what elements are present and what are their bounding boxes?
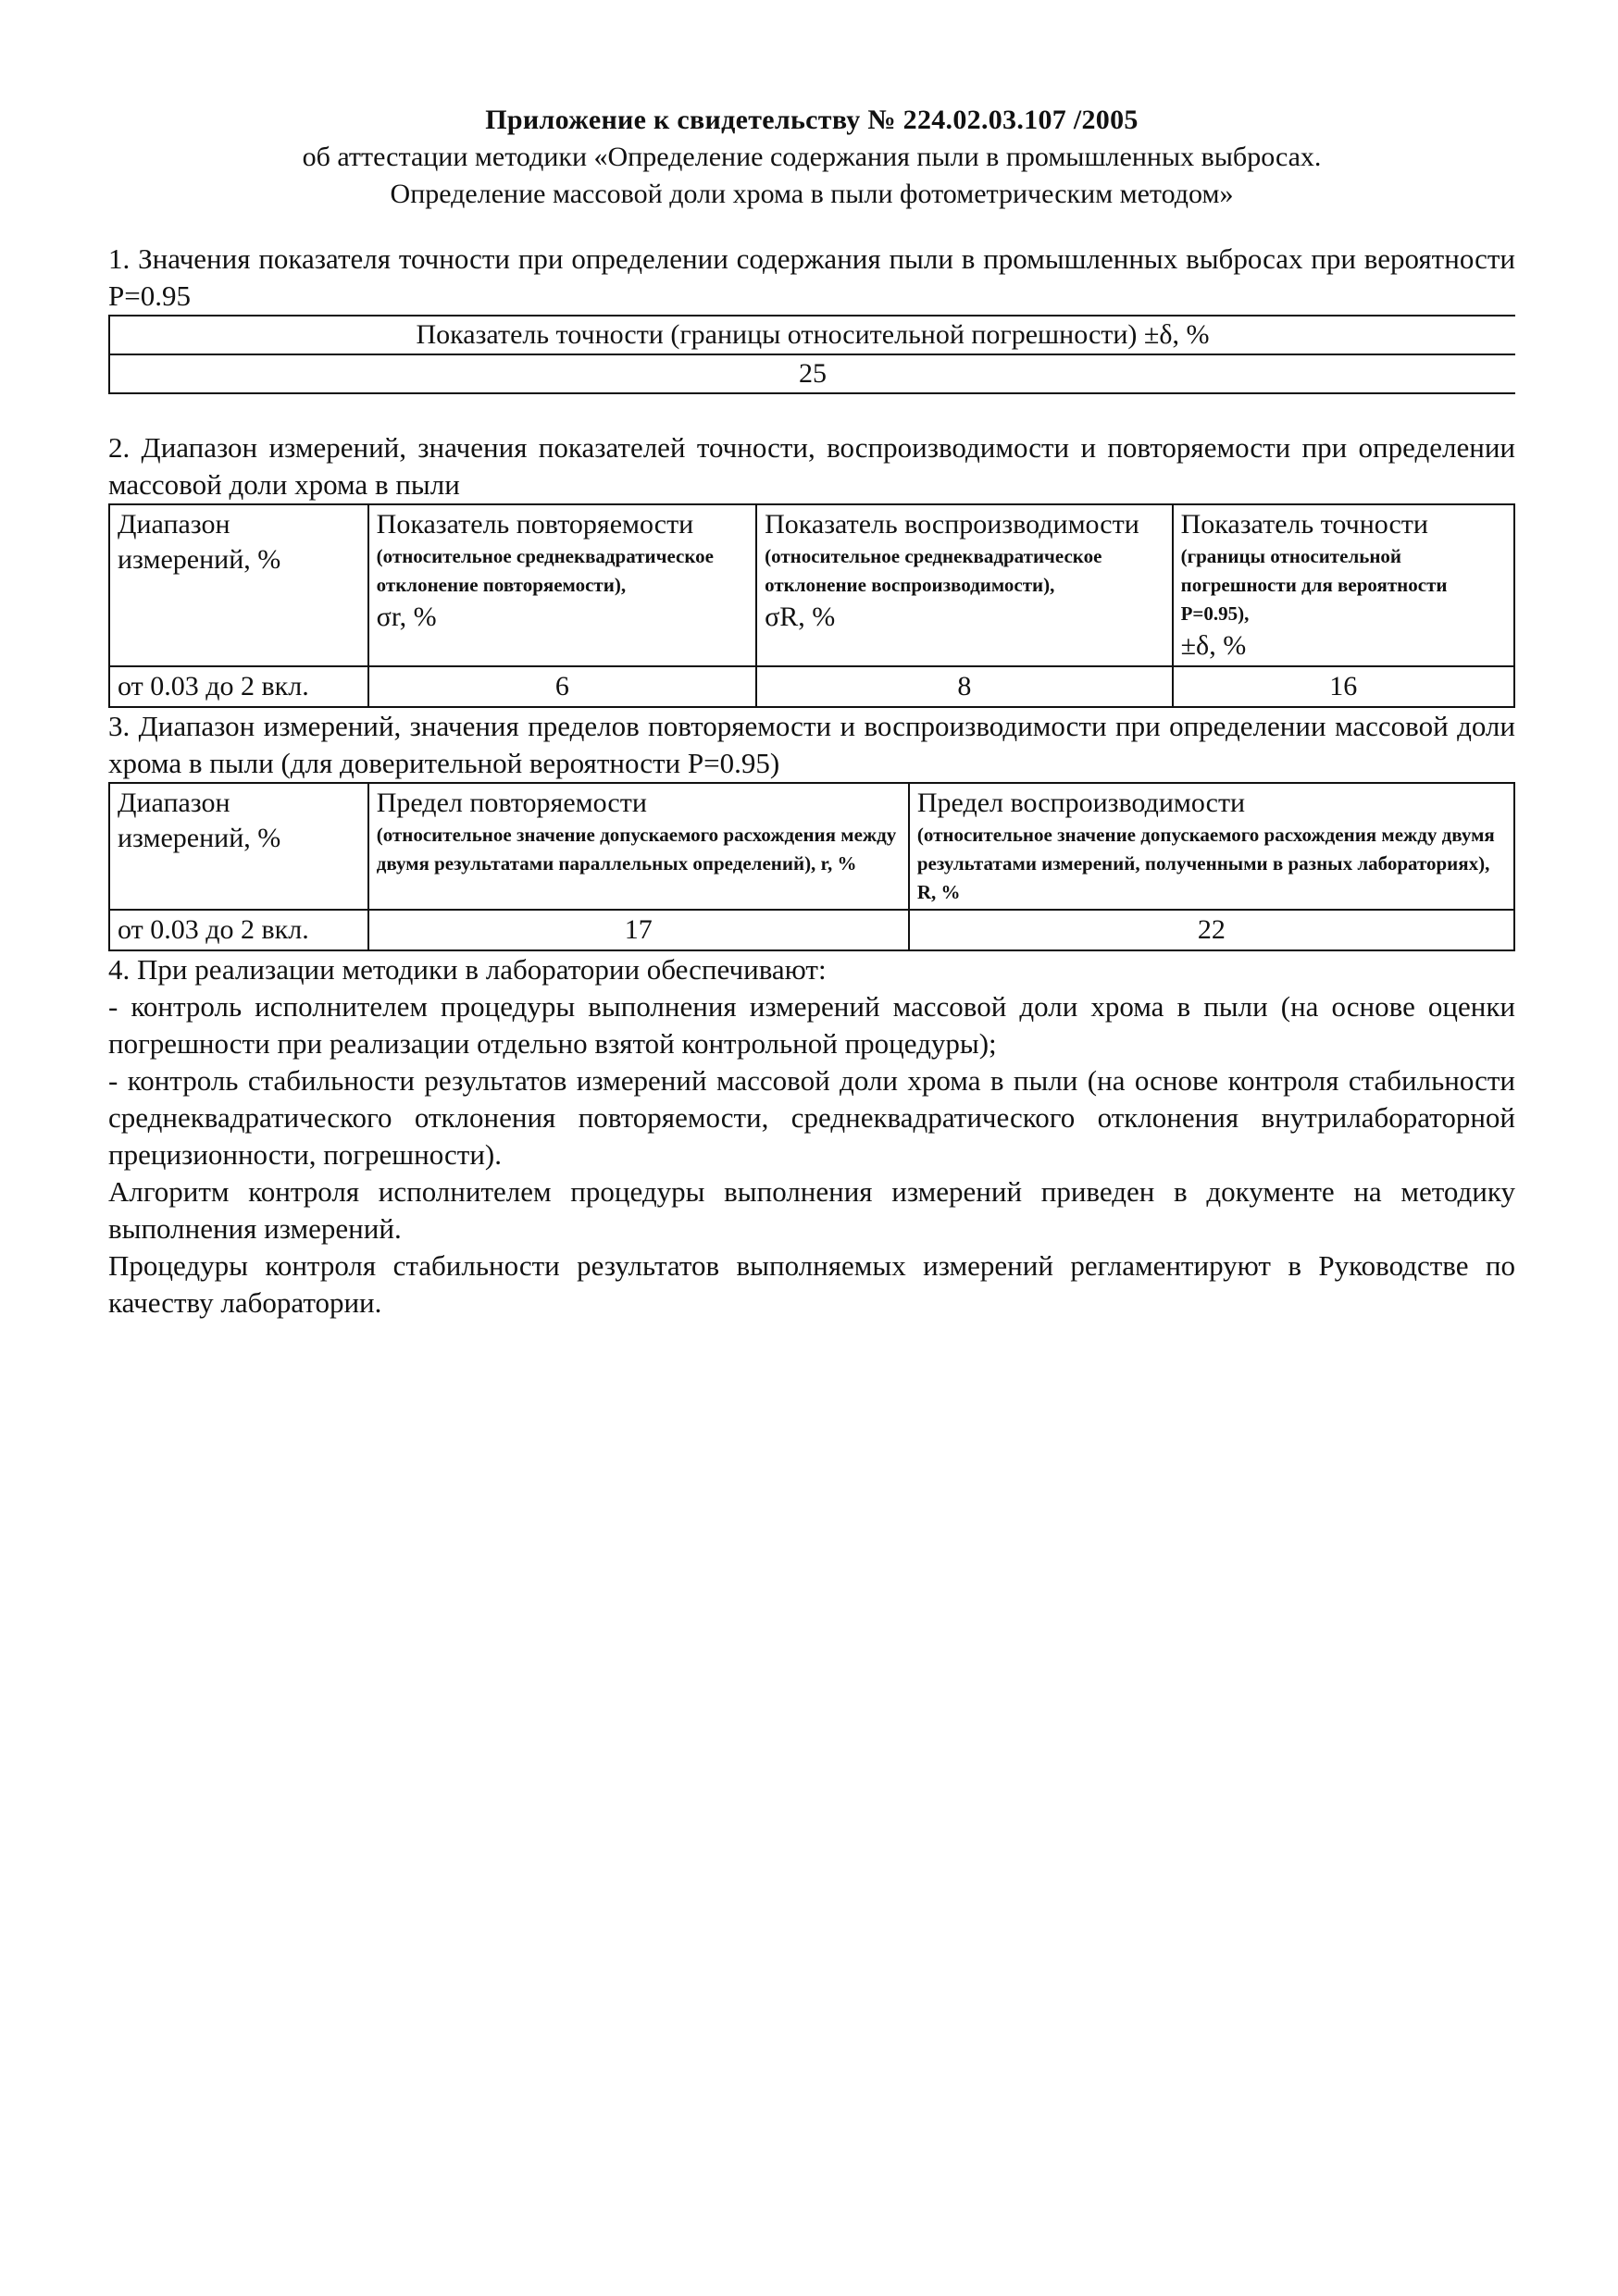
section2-col-range <box>109 504 368 666</box>
document-page <box>108 102 1515 1322</box>
section3-col-reproducibility-limit-title: Предел воспроизводимости <box>916 788 1246 818</box>
section3-col-reproducibility-limit <box>909 783 1514 910</box>
section2-table <box>108 503 1515 708</box>
section4-paragraph-1: Алгоритм контроля исполнителем процедуры выполнения измерений приведен в документе на методику выполнения измерений. <box>108 1175 1515 1245</box>
section3-cell-repeatability-limit: 17 <box>368 910 909 950</box>
section3-col-reproducibility-limit-detail: (относительное значение допускаемого расхождения между двумя результатами измерений, полученными в разных лабораториях), R, % <box>916 824 1495 903</box>
section2-cell-range: от 0.03 до 2 вкл. <box>109 666 368 707</box>
section4-item-1: - контроль исполнителем процедуры выполнения измерений массовой доли хрома в пыли (на основе оценки погрешности при реализации отдельно взятой контрольной процедуры); <box>108 990 1515 1060</box>
section2-col-range-title: Диапазон измерений, % <box>118 509 281 575</box>
section2-col-reproducibility-title: Показатель воспроизводимости <box>765 509 1139 540</box>
section2-header-row <box>109 504 1514 666</box>
section3-cell-reproducibility-limit: 22 <box>909 910 1514 950</box>
section3-data-row <box>109 910 1514 950</box>
section2-col-accuracy-symbol: ±δ, % <box>1180 630 1247 661</box>
section2-cell-accuracy: 16 <box>1173 666 1514 707</box>
section2-col-reproducibility-symbol: σR, % <box>765 602 836 632</box>
section2-col-accuracy-detail: (границы относительной погрешности для вероятности Р=0.95), <box>1180 545 1448 625</box>
section2-text: 2. Диапазон измерений, значения показателей точности, воспроизводимости и повторяемости при определении массовой доли хрома в пыли <box>108 431 1515 501</box>
section1-table-header: Показатель точности (границы относительной погрешности) ±δ, % <box>109 316 1515 354</box>
section1-table-value: 25 <box>109 354 1515 393</box>
section4-heading: 4. При реализации методики в лаборатории обеспечивают: <box>108 953 827 986</box>
section4-item-2: - контроль стабильности результатов измерений массовой доли хрома в пыли (на основе контроля стабильности среднеквадратического отклонения повторяемости, среднеквадратического отклонения внутрилабораторной прецизионности, погрешности). <box>108 1064 1515 1171</box>
section2-col-accuracy <box>1173 504 1514 666</box>
section3-col-range-title: Диапазон измерений, % <box>118 788 281 853</box>
section1-table <box>108 315 1515 394</box>
section3-table <box>108 782 1515 951</box>
section2-cell-reproducibility: 8 <box>756 666 1172 707</box>
section3-col-range <box>109 783 368 910</box>
section3-col-repeatability-limit-title: Предел повторяемости <box>376 788 647 818</box>
section3-text: 3. Диапазон измерений, значения пределов повторяемости и воспроизводимости при определении массовой доли хрома в пыли (для доверительной вероятности Р=0.95) <box>108 710 1515 779</box>
section2-col-repeatability-detail: (относительное среднеквадратическое отклонение повторяемости), <box>376 545 714 596</box>
section3-header-row <box>109 783 1514 910</box>
section1-text: 1. Значения показателя точности при определении содержания пыли в промышленных выбросах при вероятности Р=0.95 <box>108 242 1515 312</box>
section2-col-reproducibility-detail: (относительное среднеквадратическое отклонение воспроизводимости), <box>765 545 1102 596</box>
section2-col-repeatability <box>368 504 756 666</box>
section2-col-repeatability-symbol: σr, % <box>376 602 437 632</box>
section2-data-row <box>109 666 1514 707</box>
section4-paragraph-2: Процедуры контроля стабильности результатов выполняемых измерений регламентируют в Руководстве по качеству лаборатории. <box>108 1249 1515 1319</box>
section2-col-repeatability-title: Показатель повторяемости <box>376 509 694 540</box>
section3-col-repeatability-limit-detail: (относительное значение допускаемого расхождения между двумя результатами параллельных определений), r, % <box>376 824 897 875</box>
section3-col-repeatability-limit <box>368 783 909 910</box>
document-subtitle-line2: Определение массовой доли хрома в пыли фотометрическим методом» <box>390 179 1234 209</box>
section2-cell-repeatability: 6 <box>368 666 756 707</box>
section2-col-reproducibility <box>756 504 1172 666</box>
document-subtitle-line1: об аттестации методики «Определение содержания пыли в промышленных выбросах. <box>302 142 1322 172</box>
document-title: Приложение к свидетельству № 224.02.03.107 /2005 <box>485 105 1139 135</box>
section3-cell-range: от 0.03 до 2 вкл. <box>109 910 368 950</box>
section2-col-accuracy-title: Показатель точности <box>1180 509 1428 540</box>
